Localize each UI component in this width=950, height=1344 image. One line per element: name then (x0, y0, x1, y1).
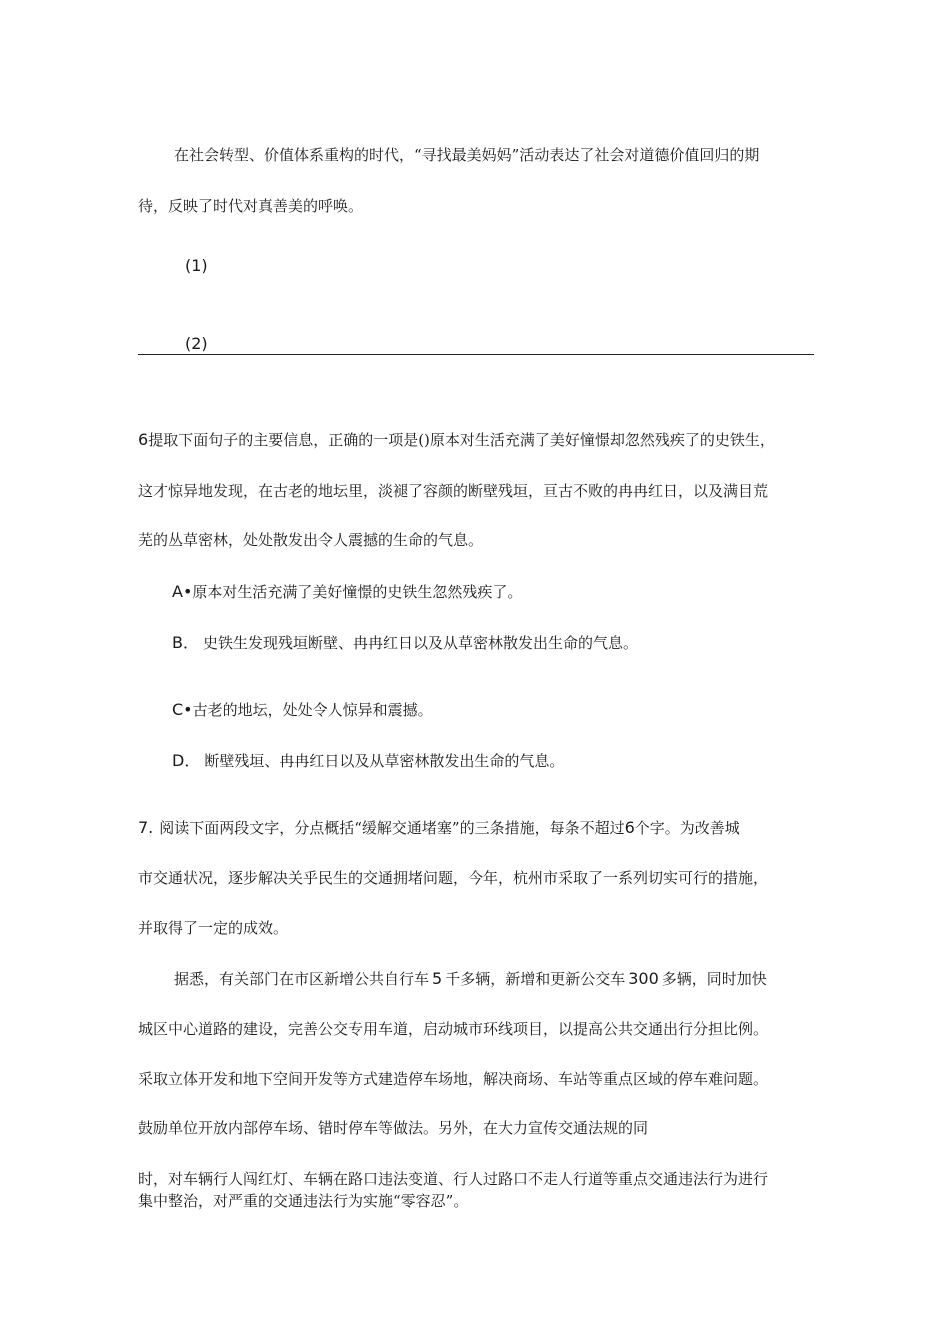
intro-line-2: 待，反映了时代对真善美的呼唤。 (138, 197, 364, 215)
q7-stem-part-2: 个字。为改善城 (634, 819, 740, 837)
q7-para2-line-4: 鼓励单位开放内部停车场、错时停车等做法。另外，在大力宣传交通法规的同 (138, 1119, 649, 1137)
q6-option-a-text: 原本对生活充满了美好憧憬的史铁生忽然残疾了。 (192, 583, 523, 601)
q7-para2-part-a: 据悉，有关部门在市区新增公共自行车 (174, 970, 430, 988)
q6-option-b-text: 史铁生发现残垣断壁、冉冉红日以及从草密林散发出生命的气息。 (202, 634, 638, 652)
q7-line-1 (138, 818, 740, 838)
q6-line-1 (138, 430, 775, 450)
q6-option-d (172, 751, 564, 771)
q6-line-2: 这才惊异地发现，在古老的地坛里，淡褪了容颜的断壁残垣，亘古不败的冉冉红日，以及满目荒 (138, 482, 769, 500)
q7-para2-line-6: 集中整治，对严重的交通违法行为实施“零容忍”。 (138, 1192, 469, 1210)
q6-number: 6 (138, 430, 149, 449)
answer-blank-1-label: (1) (185, 256, 208, 275)
q6-option-b-letter: B． (172, 633, 199, 652)
answer-blank-2-label: (2) (185, 334, 208, 353)
q6-option-c (172, 700, 433, 720)
q6-option-d-text: 断壁残垣、冉冉红日以及从草密林散发出生命的气息。 (204, 752, 565, 770)
q7-para2-num-2: 300 (628, 969, 659, 988)
q6-option-b (172, 633, 638, 653)
q7-para2-part-c: 多辆，同时加快 (661, 970, 767, 988)
q7-para2-part-b: 千多辆，新增和更新公交车 (445, 970, 626, 988)
q7-limit-number: 6 (624, 818, 635, 837)
q6-line-3: 芜的丛草密林，处处散发出令人震撼的生命的气息。 (138, 531, 484, 549)
q6-option-c-letter: C• (172, 700, 193, 719)
q6-option-a-letter: A• (172, 582, 193, 601)
q7-para2-line-3: 采取立体开发和地下空间开发等方式建造停车场地，解决商场、车站等重点区域的停车难问题。 (138, 1070, 769, 1088)
q7-para2-line-5: 时，对车辆行人闯红灯、车辆在路口违法变道、行人过路口不走人行道等重点交通违法行为进行 (138, 1170, 769, 1188)
q7-line-2: 市交通状况，逐步解决关乎民生的交通拥堵问题，今年，杭州市采取了一系列切实可行的措施， (138, 869, 769, 887)
q6-stem-part-1: 提取下面句子的主要信息，正确的一项是()原本对生活充满了美好憧憬却忽然残疾了的史铁生， (148, 431, 775, 449)
q6-option-a (172, 582, 522, 602)
q7-stem-part-1: 阅读下面两段文字，分点概括“缓解交通堵塞”的三条措施，每条不超过 (159, 819, 625, 837)
q6-option-c-text: 古老的地坛，处处令人惊异和震撼。 (192, 701, 433, 719)
q7-number: 7. (138, 818, 154, 837)
q7-para2-num-1: 5 (432, 969, 443, 988)
q6-option-d-letter: D． (172, 751, 201, 770)
intro-line-1: 在社会转型、价值体系重构的时代，“寻找最美妈妈”活动表达了社会对道德价值回归的期 (174, 146, 760, 164)
answer-underline (138, 354, 814, 355)
q7-para2-line-1 (174, 969, 767, 989)
q7-line-3: 并取得了一定的成效。 (138, 919, 289, 937)
q7-para2-line-2: 城区中心道路的建设，完善公交专用车道，启动城市环线项目，以提高公共交通出行分担比例。 (138, 1020, 769, 1038)
